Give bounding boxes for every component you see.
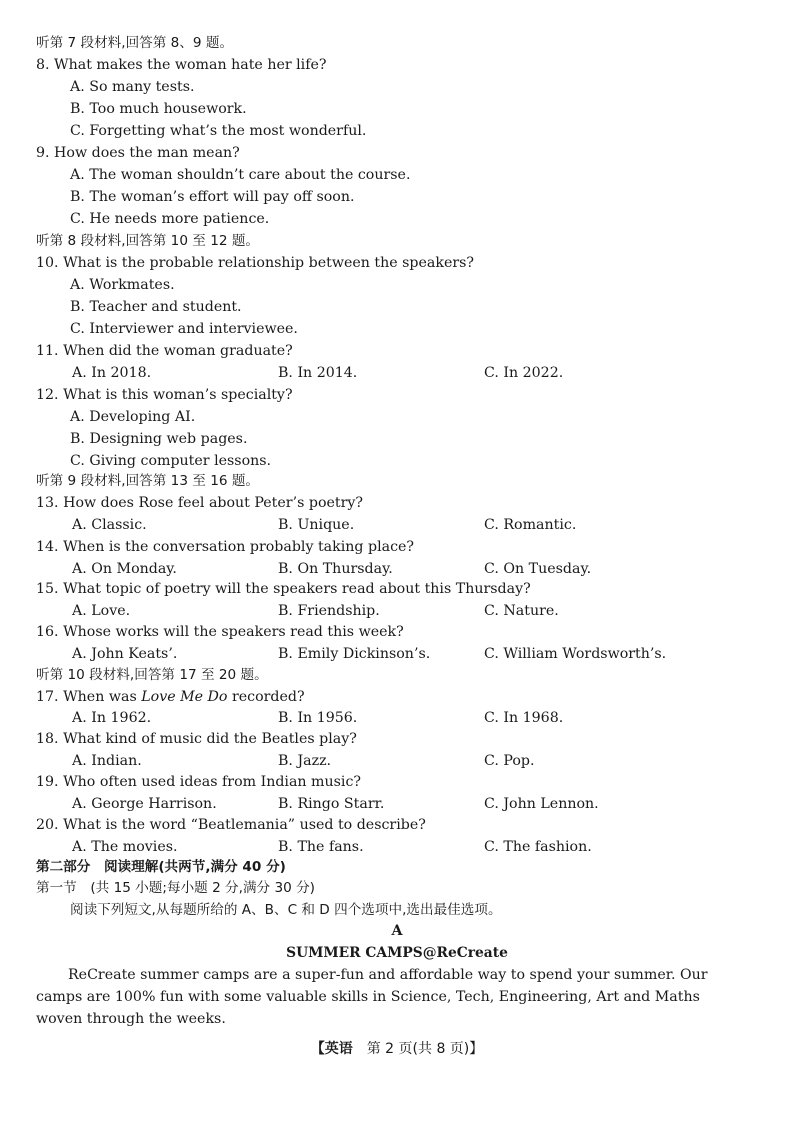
option: B. The fans. (278, 839, 364, 855)
option: C. Giving computer lessons. (70, 453, 272, 469)
option: A. On Monday. (72, 561, 177, 577)
option: A. Indian. (72, 753, 142, 769)
section-heading: 听第 9 段材料,回答第 13 至 16 题。 (36, 473, 260, 489)
option: A. In 2018. (72, 365, 152, 381)
stem-text: recorded? (227, 689, 305, 705)
option: A. The woman shouldn’t care about the course. (70, 167, 411, 183)
section-heading: 听第 8 段材料,回答第 10 至 12 题。 (36, 233, 260, 249)
option: B. Too much housework. (70, 101, 247, 117)
option: C. Pop. (484, 753, 535, 769)
passage-line: woven through the weeks. (36, 1011, 226, 1027)
options-row (36, 514, 774, 536)
page-footer (0, 1038, 794, 1060)
option: A. George Harrison. (72, 796, 217, 812)
question-stem: 15. What topic of poetry will the speakers read about this Thursday? (36, 581, 531, 597)
option: B. The woman’s effort will pay off soon. (70, 189, 355, 205)
question-stem: 16. Whose works will the speakers read this week? (36, 624, 404, 640)
option: B. Designing web pages. (70, 431, 248, 447)
option: B. Teacher and student. (70, 299, 242, 315)
option: A. Developing AI. (70, 409, 196, 425)
option: C. Romantic. (484, 517, 577, 533)
section-heading: 听第 10 段材料,回答第 17 至 20 题。 (36, 667, 268, 683)
instruction: 阅读下列短文,从每题所给的 A、B、C 和 D 四个选项中,选出最佳选项。 (70, 902, 502, 918)
option: B. Friendship. (278, 603, 380, 619)
question-stem: 12. What is this woman’s specialty? (36, 387, 293, 403)
option: C. Interviewer and interviewee. (70, 321, 298, 337)
option: A. The movies. (72, 839, 178, 855)
option: B. In 2014. (278, 365, 358, 381)
footer-subject: 【英语 (310, 1041, 353, 1057)
options-row (36, 836, 774, 858)
option: C. John Lennon. (484, 796, 599, 812)
question-stem: 19. Who often used ideas from Indian music? (36, 774, 362, 790)
song-title: Love Me Do (141, 689, 228, 705)
footer-page-info: 第 2 页(共 8 页)】 (366, 1041, 484, 1057)
passage-letter: A (391, 923, 403, 939)
options-row (36, 750, 774, 772)
passage-line: camps are 100% fun with some valuable skills in Science, Tech, Engineering, Art and Maths (36, 989, 700, 1005)
question-stem: 14. When is the conversation probably taking place? (36, 539, 415, 555)
question-stem: 11. When did the woman graduate? (36, 343, 293, 359)
options-row (36, 600, 774, 622)
option: C. He needs more patience. (70, 211, 270, 227)
option: C. Nature. (484, 603, 559, 619)
option: A. John Keats’. (72, 646, 178, 662)
option: B. Unique. (278, 517, 355, 533)
question-stem: 18. What kind of music did the Beatles play? (36, 731, 357, 747)
option: A. Love. (72, 603, 131, 619)
option: C. William Wordsworth’s. (484, 646, 667, 662)
option: B. On Thursday. (278, 561, 393, 577)
option: A. So many tests. (70, 79, 195, 95)
option: B. Jazz. (278, 753, 332, 769)
section-heading: 听第 7 段材料,回答第 8、9 题。 (36, 35, 234, 51)
part-title: 第二部分 阅读理解(共两节,满分 40 分) (36, 859, 286, 875)
options-row (36, 707, 774, 729)
option: A. Classic. (72, 517, 147, 533)
question-stem: 8. What makes the woman hate her life? (36, 57, 327, 73)
option: C. The fashion. (484, 839, 592, 855)
options-row (36, 793, 774, 815)
passage-title: SUMMER CAMPS@ReCreate (286, 945, 508, 961)
question-stem: 9. How does the man mean? (36, 145, 240, 161)
option: C. On Tuesday. (484, 561, 592, 577)
options-row (36, 558, 774, 580)
options-row (36, 362, 774, 384)
option: B. In 1956. (278, 710, 358, 726)
stem-text: 17. When was (36, 689, 142, 705)
passage-line: ReCreate summer camps are a super-fun and affordable way to spend your summer. Our (68, 967, 708, 983)
option: B. Emily Dickinson’s. (278, 646, 431, 662)
question-stem: 10. What is the probable relationship between the speakers? (36, 255, 475, 271)
question-stem (36, 686, 774, 708)
option: B. Ringo Starr. (278, 796, 385, 812)
option: A. Workmates. (70, 277, 175, 293)
option: C. In 1968. (484, 710, 564, 726)
question-stem: 20. What is the word “Beatlemania” used to describe? (36, 817, 426, 833)
question-stem: 13. How does Rose feel about Peter’s poetry? (36, 495, 363, 511)
section-title: 第一节 (共 15 小题;每小题 2 分,满分 30 分) (36, 880, 315, 896)
options-row (36, 643, 774, 665)
option: A. In 1962. (72, 710, 152, 726)
option: C. In 2022. (484, 365, 564, 381)
option: C. Forgetting what’s the most wonderful. (70, 123, 367, 139)
